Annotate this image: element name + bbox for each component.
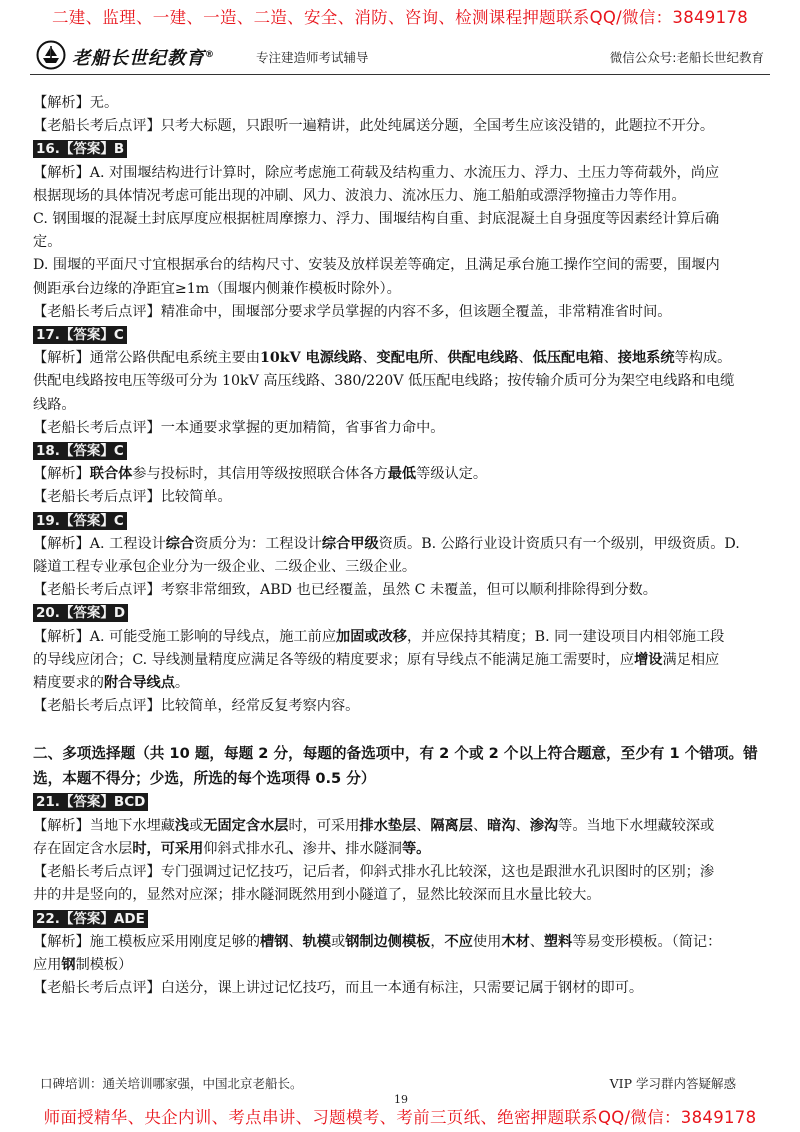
text-segment: 【解析】通常公路供配电系统主要由 [33, 350, 261, 367]
bold-keyword: 槽钢 [260, 933, 289, 950]
bold-keyword: 低压配电箱 [532, 350, 604, 367]
header-divider [30, 74, 770, 75]
text-segment: 【老船长考后点评】精准命中，围堰部分要求学员掌握的内容不多，但该题全覆盖，非常精准省时间。 [33, 303, 672, 320]
bold-keyword: 暗沟 [487, 817, 516, 834]
text-segment: 【老船长考后点评】专门强调过记忆技巧，记后者，仰斜式排水孔比较深，这也是跟泄水孔识图时的区别；渗 [33, 864, 715, 881]
text-line [33, 370, 775, 393]
text-segment: 【解析】无。 [33, 95, 119, 111]
spacer [33, 718, 775, 741]
text-line [33, 672, 775, 695]
text-line [33, 533, 775, 556]
text-segment: 根据现场的具体情况考虑可能出现的冲刷、风力、波浪力、流冰压力、施工船舶或漂浮物撞击力等作用。 [33, 187, 686, 204]
text-segment: 、 [416, 817, 431, 834]
text-line [33, 861, 775, 884]
text-segment: 【解析】施工模板应采用刚度足够的 [33, 933, 261, 950]
text-segment: 满足相应 [662, 651, 720, 668]
text-segment: 、 [472, 817, 488, 834]
text-line [33, 486, 775, 509]
bold-keyword: 附合导线点 [103, 675, 175, 692]
text-segment: 【老船长考后点评】只考大标题，只跟听一遍精讲，此处纯属送分题，全国考生应该没错的，此题拉不开分。 [33, 118, 715, 135]
text-line [33, 254, 775, 277]
answer-heading [33, 138, 775, 161]
bold-keyword: 综合 [165, 535, 195, 552]
text-segment: 存在固定含水层 [33, 840, 133, 857]
text-segment: 供配电线路按电压等级可分为 10kV 高压线路、380/220V 低压配电线路；按传输介质可分为架空电线路和电缆 [33, 373, 735, 390]
bold-keyword: 变配电所 [376, 350, 434, 367]
text-line [33, 301, 775, 324]
text-segment: 线路。 [33, 396, 76, 413]
answer-tag: 17.【答案】C [33, 326, 127, 344]
text-segment: 、 [518, 350, 533, 367]
text-segment: 定。 [33, 234, 62, 251]
text-line [33, 626, 775, 649]
brand-name: 老船长世纪教育® [72, 48, 215, 69]
text-segment: 、 [362, 350, 377, 367]
answer-tag: 19.【答案】C [33, 512, 127, 530]
text-segment: 【解析】A. 工程设计 [33, 535, 166, 552]
bold-keyword: 钢制边侧模板 [345, 933, 431, 950]
bold-keyword: 供配电线路 [447, 350, 519, 367]
text-segment: 【解析】当地下水埋藏 [33, 817, 175, 834]
text-segment: 等易变形模板。（简记： [572, 933, 722, 950]
answer-tag: 18.【答案】C [33, 442, 127, 460]
bold-keyword: 浅 [174, 817, 190, 834]
bold-keyword: 不应 [444, 933, 473, 950]
text-segment: 【老船长考后点评】考察非常细致，ABD 也已经覆盖，虽然 C 未覆盖，但可以顺利排除得到分数。 [33, 582, 657, 599]
text-segment: 等级认定。 [416, 466, 488, 483]
text-segment: 仰斜式排水孔 [203, 840, 289, 857]
bottom-promo-banner: 师面授精华、央企内训、考点串讲、习题模考、考前三页纸、绝密押题联系QQ/微信：3849178 [43, 1108, 757, 1127]
text-line [33, 463, 775, 486]
text-line [33, 394, 775, 417]
text-segment: 【解析】 [33, 466, 90, 483]
text-segment: 应用 [33, 956, 62, 973]
wechat-account: 微信公众号:老船长世纪教育 [609, 50, 764, 65]
answer-heading [33, 440, 775, 463]
text-line [33, 417, 775, 440]
text-segment: D. 围堰的平面尺寸宜根据承台的结构尺寸、安装及放样误差等确定，且满足承台施工操作空间的需要，围堰内 [33, 257, 720, 274]
text-segment: 、 [603, 350, 618, 367]
bold-keyword: 钢 [61, 956, 76, 973]
bold-keyword: 渗沟 [529, 817, 559, 834]
bold-keyword: 等。 [401, 840, 431, 857]
bold-keyword: 隔离层 [430, 817, 473, 834]
answer-heading [33, 510, 775, 533]
text-segment: 排水隧洞 [345, 840, 402, 857]
top-promo-banner: 二建、监理、一建、一造、二造、安全、消防、咨询、检测课程押题联系QQ/微信：3849178 [51, 8, 749, 27]
text-line [33, 347, 775, 370]
text-line [33, 815, 775, 838]
text-line [33, 556, 775, 579]
text-segment: 【老船长考后点评】白送分，课上讲过记忆技巧，而且一本通有标注，只需要记属于钢材的即可。 [33, 980, 644, 997]
bold-keyword: 最低 [387, 466, 417, 483]
text-line [33, 278, 775, 301]
text-segment: 、 [433, 350, 448, 367]
bold-keyword: 加固或改移 [336, 628, 407, 645]
text-segment: C. 钢围堰的混凝土封底厚度应根据桩周摩擦力、浮力、围堰结构自重、封底混凝土自身强度等因素经计算后确 [33, 211, 720, 228]
answer-tag: 16.【答案】B [33, 140, 127, 158]
answer-tag: 21.【答案】BCD [33, 793, 148, 811]
bold-keyword: 综合甲级 [321, 535, 379, 552]
page-header [30, 36, 770, 76]
text-segment: 参与投标时，其信用等级按照联合体各方 [132, 466, 388, 483]
text-segment: 或 [331, 933, 346, 950]
text-line [33, 695, 775, 718]
bold-keyword: 、 [331, 840, 346, 857]
answer-heading [33, 908, 775, 931]
text-line [33, 115, 775, 138]
text-line [33, 649, 775, 672]
text-segment: 【老船长考后点评】比较简单，经常反复考察内容。 [33, 698, 360, 715]
bold-keyword: 轨模 [302, 933, 331, 950]
text-line [33, 838, 775, 861]
text-line [33, 162, 775, 185]
text-line [33, 92, 775, 115]
text-segment: 或 [189, 817, 204, 834]
header-slogan: 专注建造师考试辅导 [256, 50, 369, 65]
text-segment: 、 [288, 933, 303, 950]
page-number: 19 [394, 1093, 408, 1106]
bold-keyword: 排水垫层 [359, 817, 417, 834]
footer-vip-note: VIP 学习群内答疑解惑 [609, 1076, 736, 1091]
bold-keyword: 、 [288, 840, 303, 857]
text-segment: 。 [174, 675, 190, 692]
text-line [33, 579, 775, 602]
text-line [33, 931, 775, 954]
answer-heading [33, 791, 775, 814]
footer-slogan: 口碑培训：通关培训哪家强，中国北京老船长。 [40, 1076, 303, 1091]
text-segment: 使用 [472, 933, 502, 950]
text-segment: ， [430, 933, 445, 950]
text-line [33, 231, 775, 254]
text-segment: 【老船长考后点评】一本通要求掌握的更加精简，省事省力命中。 [33, 419, 445, 436]
text-segment: 隧道工程专业承包企业分为一级企业、二级企业、三级企业。 [33, 559, 417, 576]
text-segment: 井的井是竖向的，显然对应深；排水隧洞既然用到小隧道了，显然比较深而且水量比较大。 [33, 887, 601, 904]
bold-keyword: 增设 [634, 651, 663, 668]
text-segment: 【老船长考后点评】比较简单。 [33, 489, 232, 506]
answer-tag: 22.【答案】ADE [33, 910, 148, 928]
bold-keyword: 联合体 [89, 466, 133, 483]
answer-tag: 20.【答案】D [33, 604, 128, 622]
bold-keyword: 塑料 [543, 933, 573, 950]
text-segment: 等。当地下水埋藏较深或 [558, 817, 715, 834]
text-segment: 等构成。 [674, 350, 732, 367]
answer-heading [33, 602, 775, 625]
text-segment: 渗井 [302, 840, 332, 857]
text-line [33, 977, 775, 1000]
text-segment: 、 [515, 817, 530, 834]
text-segment: 资质。B. 公路行业设计资质只有一个级别，甲级资质。D. [378, 535, 740, 552]
ship-logo-icon [36, 40, 66, 70]
bold-keyword: 木材 [501, 933, 530, 950]
bold-keyword: 时，可采用 [132, 840, 204, 857]
text-segment: 【解析】A. 可能受施工影响的导线点，施工前应 [33, 628, 337, 645]
text-segment: 精度要求的 [33, 675, 104, 692]
text-segment: 制模板） [75, 956, 133, 973]
section-title: 选，本题不得分；少选，所选的每个选项得 0.5 分） [33, 770, 376, 788]
bold-keyword: 无固定含水层 [203, 817, 289, 834]
text-segment: ，并应保持其精度；B. 同一建设项目内相邻施工段 [406, 628, 725, 645]
answer-heading [33, 324, 775, 347]
bold-keyword: 10kV 电源线路 [260, 350, 363, 367]
text-line [33, 954, 775, 977]
text-line [33, 185, 775, 208]
bold-keyword: 接地系统 [617, 350, 675, 367]
section-title: 二、多项选择题（共 10 题，每题 2 分，每题的备选项中，有 2 个或 2 个以上符合题意，至少有 1 个错项。错 [33, 745, 758, 763]
text-segment: 、 [529, 933, 544, 950]
text-line [33, 208, 775, 231]
text-line [33, 884, 775, 907]
text-segment: 时，可采用 [288, 817, 360, 834]
document-body [33, 92, 775, 1000]
text-segment: 【解析】A. 对围堰结构进行计算时，除应考虑施工荷载及结构重力、水流压力、浮力、土压力等荷载外，尚应 [33, 164, 720, 181]
text-segment: 的导线应闭合；C. 导线测量精度应满足各等级的精度要求；原有导线点不能满足施工需要时，应 [33, 651, 635, 668]
text-segment: 资质分为：工程设计 [194, 535, 322, 552]
text-segment: 侧距承台边缘的净距宜≥1m（围堰内侧兼作模板时除外）。 [33, 280, 401, 297]
